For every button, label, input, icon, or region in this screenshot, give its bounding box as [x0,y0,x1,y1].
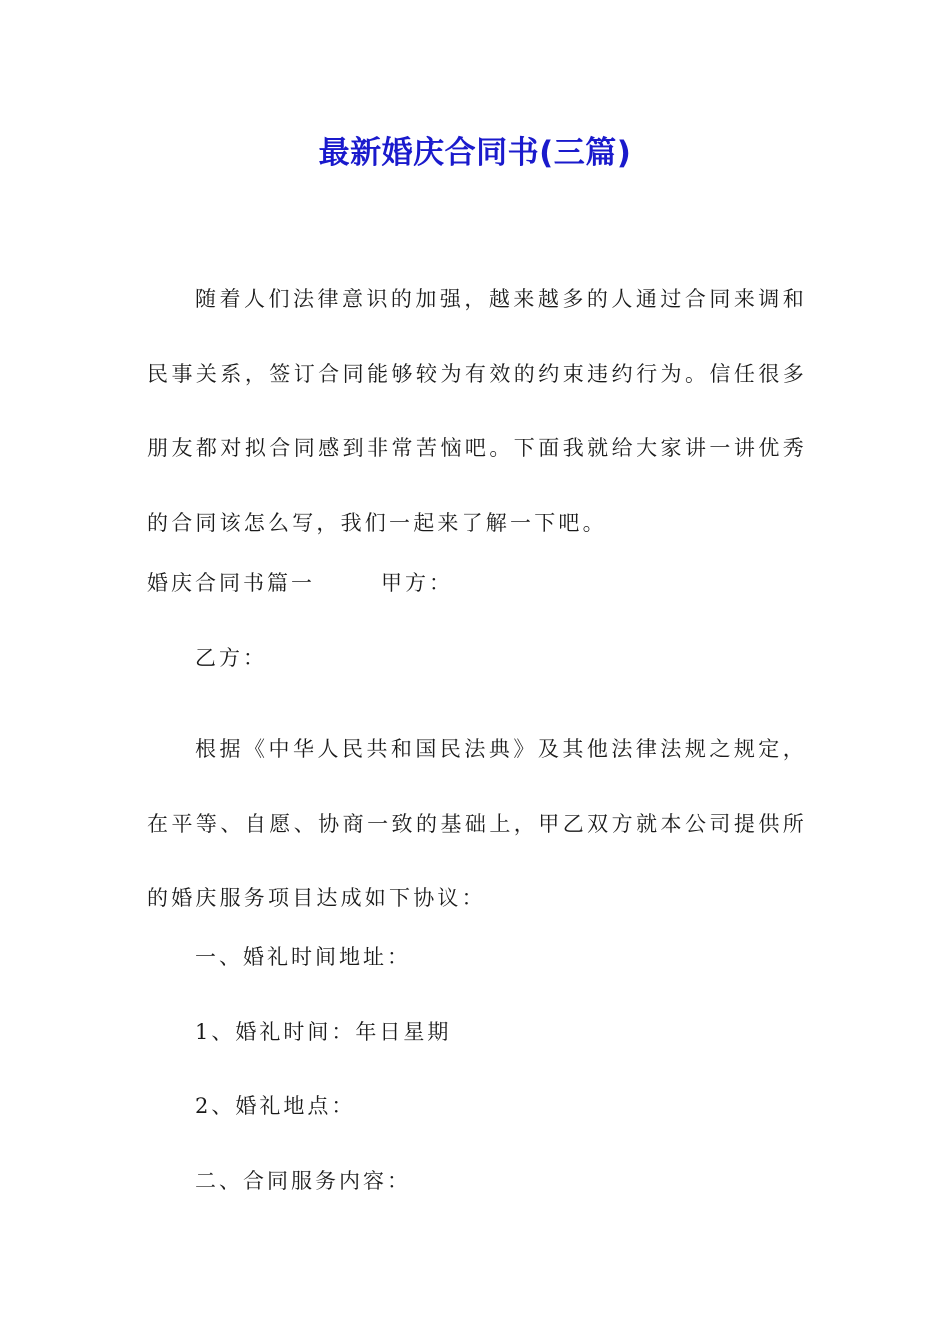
clause-wedding-time: 1、婚礼时间：年日星期 [195,1020,452,1044]
clause-wedding-location: 2、婚礼地点： [195,1094,356,1118]
clause-wedding-time-address: 一、婚礼时间地址： [195,945,411,969]
party-a-label: 甲方： [381,571,453,595]
clause-service-content: 二、合同服务内容： [195,1169,411,1193]
basis-paragraph: 根据《中华人民共和国民法典》及其他法律法规之规定，在平等、自愿、协商一致的基础上，甲乙双方就本公司提供所的婚庆服务项目达成如下协议： [147,737,807,910]
intro-paragraph: 随着人们法律意识的加强，越来越多的人通过合同来调和民事关系，签订合同能够较为有效的约束违约行为。信任很多朋友都对拟合同感到非常苦恼吧。下面我就给大家讲一讲优秀的合同该怎么写，我们一起来了解一下吧。 [147,287,807,535]
party-b-label: 乙方： [195,646,267,670]
section-heading-line [147,563,453,603]
document-title: 最新婚庆合同书(三篇) [318,135,632,171]
section-heading: 婚庆合同书篇一 [147,571,315,595]
